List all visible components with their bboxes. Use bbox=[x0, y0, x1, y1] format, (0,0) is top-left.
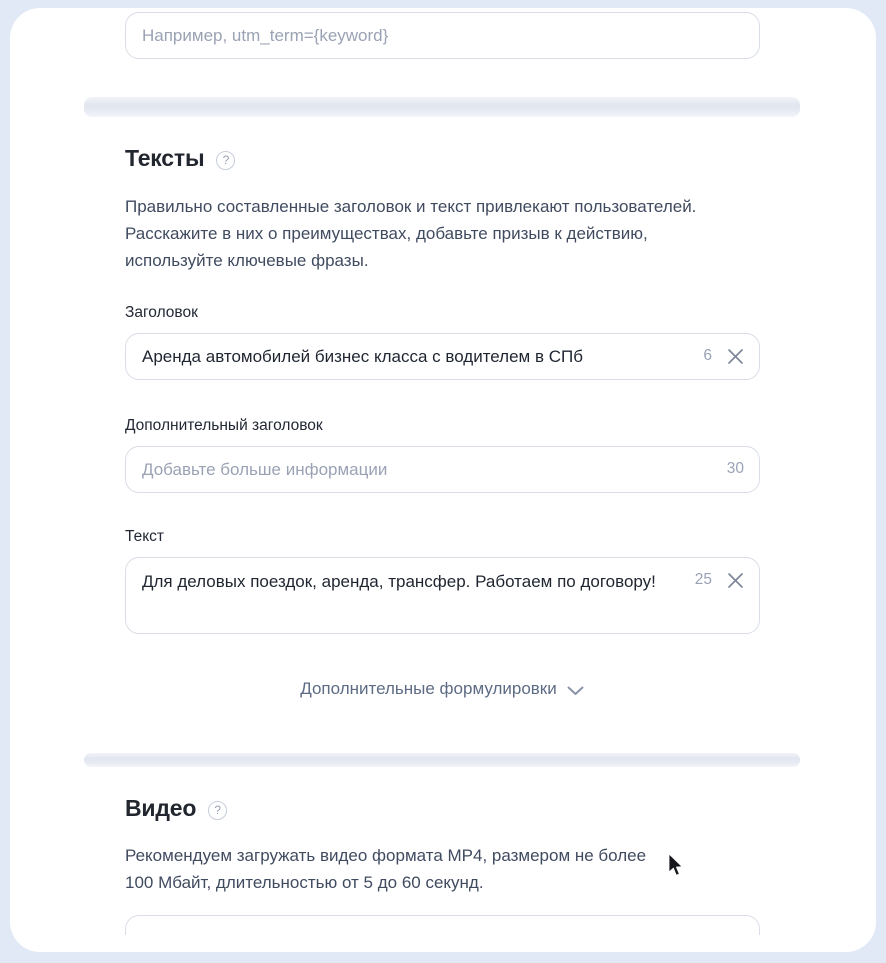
title-field bbox=[125, 333, 760, 380]
texts-description-line: Расскажите в них о преимуществах, добавьте призыв к действию, bbox=[125, 224, 648, 243]
text-textarea[interactable] bbox=[125, 557, 760, 634]
extra-title-field-label: Дополнительный заголовок bbox=[125, 417, 323, 434]
texts-description bbox=[125, 193, 696, 274]
video-description-line: Рекомендуем загружать видео формата MP4, размером не более bbox=[125, 846, 647, 865]
more-wordings-label: Дополнительные формулировки bbox=[300, 679, 557, 698]
clear-title-icon[interactable] bbox=[726, 347, 745, 366]
help-icon[interactable]: ? bbox=[208, 801, 227, 820]
help-icon[interactable]: ? bbox=[216, 151, 235, 170]
text-counter: 25 bbox=[694, 571, 712, 588]
texts-section-title: Тексты bbox=[125, 145, 205, 171]
more-wordings-link[interactable] bbox=[84, 679, 800, 699]
clear-text-icon[interactable] bbox=[726, 571, 745, 590]
chevron-down-icon bbox=[567, 686, 584, 696]
video-card bbox=[84, 767, 800, 935]
text-field-label: Текст bbox=[125, 528, 165, 545]
texts-description-line: Правильно составленные заголовок и текст привлекают пользователей. bbox=[125, 197, 697, 216]
card-separator bbox=[84, 753, 800, 767]
video-description bbox=[125, 842, 646, 896]
text-field bbox=[125, 557, 760, 639]
video-upload-field[interactable] bbox=[125, 915, 760, 935]
texts-description-line: используйте ключевые фразы. bbox=[125, 251, 369, 270]
utm-card bbox=[84, 8, 800, 97]
title-field-label: Заголовок bbox=[125, 304, 198, 321]
title-counter: 6 bbox=[703, 347, 712, 364]
video-description-line: 100 Мбайт, длительностью от 5 до 60 секунд. bbox=[125, 873, 484, 892]
content-panel bbox=[10, 8, 876, 952]
texts-card bbox=[84, 117, 800, 753]
title-input[interactable] bbox=[125, 333, 760, 380]
extra-title-input[interactable] bbox=[125, 446, 760, 493]
video-section-title: Видео bbox=[125, 795, 197, 821]
card-separator bbox=[84, 97, 800, 117]
utm-term-input[interactable] bbox=[125, 12, 760, 59]
extra-title-counter: 30 bbox=[726, 460, 744, 477]
extra-title-field bbox=[125, 446, 760, 493]
